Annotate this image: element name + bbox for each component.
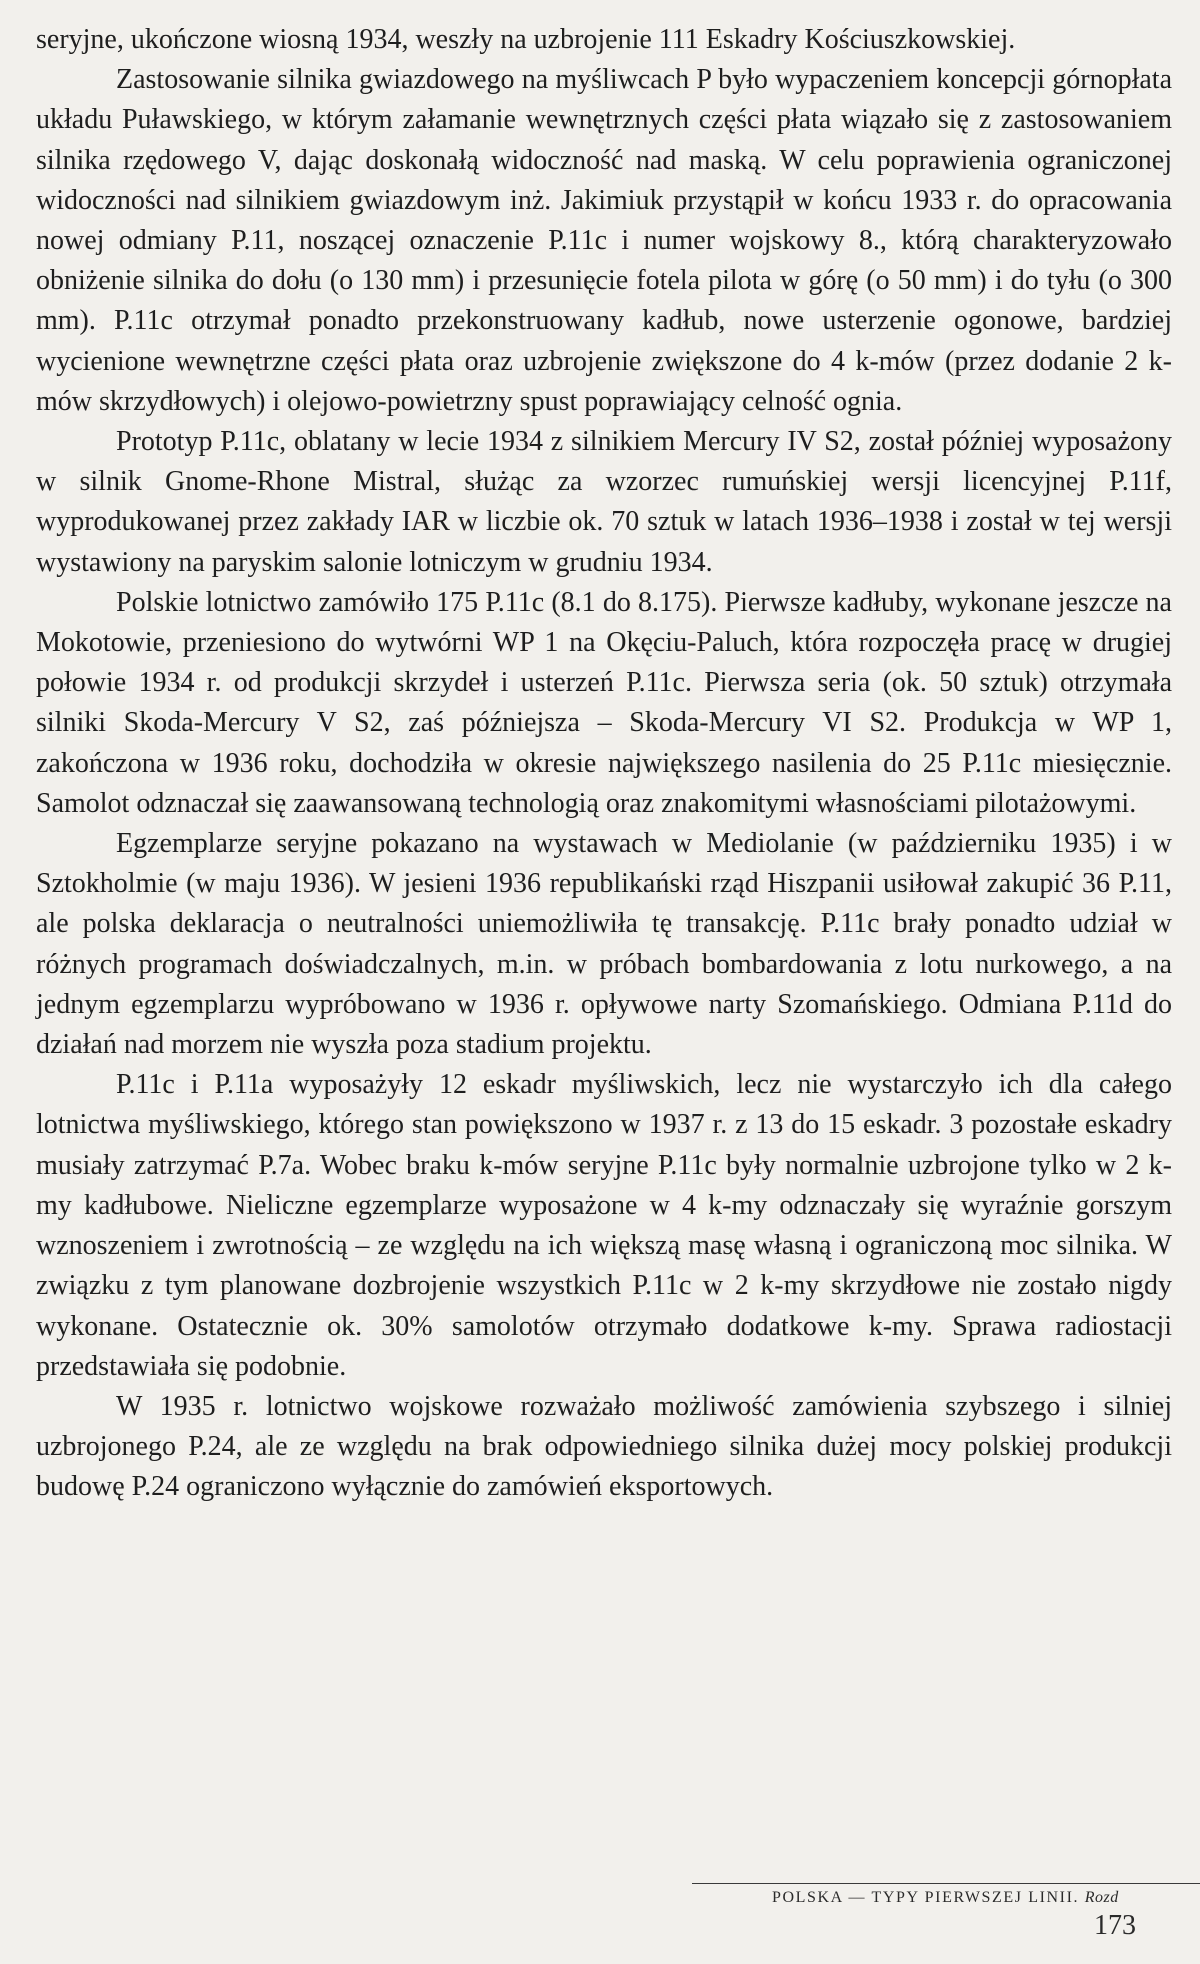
running-footer-chapter: Rozd: [1084, 1889, 1119, 1906]
running-footer: [772, 1889, 1200, 1907]
page-number: 173: [1094, 1910, 1136, 1941]
paragraph-production-order: Polskie lotnictwo zamówiło 175 P.11c (8.1 do 8.175). Pierwsze kadłuby, wykonane jeszcze na Mokotowie, przeniesiono do wytwórni WP 1 na Okęciu-Paluch, która rozpoczęła pracę w drugiej połowie 1934 r. od produkcji skrzydeł i usterzeń P.11c. Pierwsza seria (ok. 50 sztuk) otrzymała silniki Skoda-Mercury V S2, zaś późniejsza – Skoda-Mercury VI S2. Produkcja w WP 1, zakończona w 1936 roku, dochodziła w okresie największego nasilenia do 25 P.11c miesięcznie. Samolot odznaczał się zaawansowaną technologią oraz znakomitymi własnościami pilotażowymi.: [36, 586, 1172, 819]
paragraph-exhibitions: Egzemplarze seryjne pokazano na wystawach w Mediolanie (w październiku 1935) i w Sztokholmie (w maju 1936). W jesieni 1936 republikański rząd Hiszpanii usiłował zakupić 36 P.11, ale polska deklaracja o neutralności uniemożliwiła tę transakcję. P.11c brały ponadto udział w różnych programach doświadczalnych, m.in. w próbach bombardowania z lotu nurkowego, a na jednym egzemplarzu wypróbowano w 1936 r. opływowe narty Szomańskiego. Odmiana P.11d do działań nad morzem nie wyszła poza stadium projektu.: [36, 828, 1172, 1061]
paragraph-p24: W 1935 r. lotnictwo wojskowe rozważało możliwość zamówienia szybszego i silniej uzbrojonego P.24, ale ze względu na brak odpowiedniego silnika dużej mocy polskiej produkcji budowę P.24 ograniczono wyłącznie do zamówień eksportowych.: [36, 1390, 1172, 1503]
footer-divider: [692, 1883, 1200, 1884]
paragraph-continuation: seryjne, ukończone wiosną 1934, weszły na uzbrojenie 111 Eskadry Kościuszkowskiej.: [36, 24, 1016, 55]
body-text: [36, 20, 1172, 1508]
paragraph-squadrons: P.11c i P.11a wyposażyły 12 eskadr myśliwskich, lecz nie wystarczyło ich dla całego lotnictwa myśliwskiego, którego stan powiększono w 1937 r. z 13 do 15 eskadr. 3 pozostałe eskadry musiały zatrzymać P.7a. Wobec braku k-mów seryjne P.11c były normalnie uzbrojone tylko w 2 k-my kadłubowe. Nieliczne egzemplarze wyposażone w 4 k-my odznaczały się wyraźnie gorszym wznoszeniem i zwrotnością – ze względu na ich większą masę własną i ograniczoną moc silnika. W związku z tym planowane dozbrojenie wszystkich P.11c w 2 k-my skrzydłowe nie zostało nigdy wykonane. Ostatecznie ok. 30% samolotów otrzymało dodatkowe k-my. Sprawa radiostacji przedstawiała się podobnie.: [36, 1069, 1172, 1382]
paragraph-radial-engine-p11c: Zastosowanie silnika gwiazdowego na myśliwcach P było wypaczeniem koncepcji górnopłata układu Puławskiego, w którym załamanie wewnętrznych części płata wiązało się z zastosowaniem silnika rzędowego V, dając doskonałą widoczność nad maską. W celu poprawienia ograniczonej widoczności nad silnikiem gwiazdowym inż. Jakimiuk przystąpił w końcu 1933 r. do opracowania nowej odmiany P.11, noszącej oznaczenie P.11c i numer wojskowy 8., którą charakteryzowało obniżenie silnika do dołu (o 130 mm) i przesunięcie fotela pilota w górę (o 50 mm) i do tyłu (o 300 mm). P.11c otrzymał ponadto przekonstruowany kadłub, nowe usterzenie ogonowe, bardziej wycienione wewnętrzne części płata oraz uzbrojenie zwiększone do 4 k-mów (przez dodanie 2 k-mów skrzydłowych) i olejowo-powietrzny spust poprawiający celność ognia.: [36, 64, 1172, 417]
paragraph-prototype: Prototyp P.11c, oblatany w lecie 1934 z silnikiem Mercury IV S2, został później wyposażony w silnik Gnome-Rhone Mistral, służąc za wzorzec rumuńskiej wersji licencyjnej P.11f, wyprodukowanej przez zakłady IAR w liczbie ok. 70 sztuk w latach 1936–1938 i został w tej wersji wystawiony na paryskim salonie lotniczym w grudniu 1934.: [36, 426, 1172, 578]
running-footer-title: POLSKA — TYPY PIERWSZEJ LINII.: [772, 1889, 1080, 1906]
